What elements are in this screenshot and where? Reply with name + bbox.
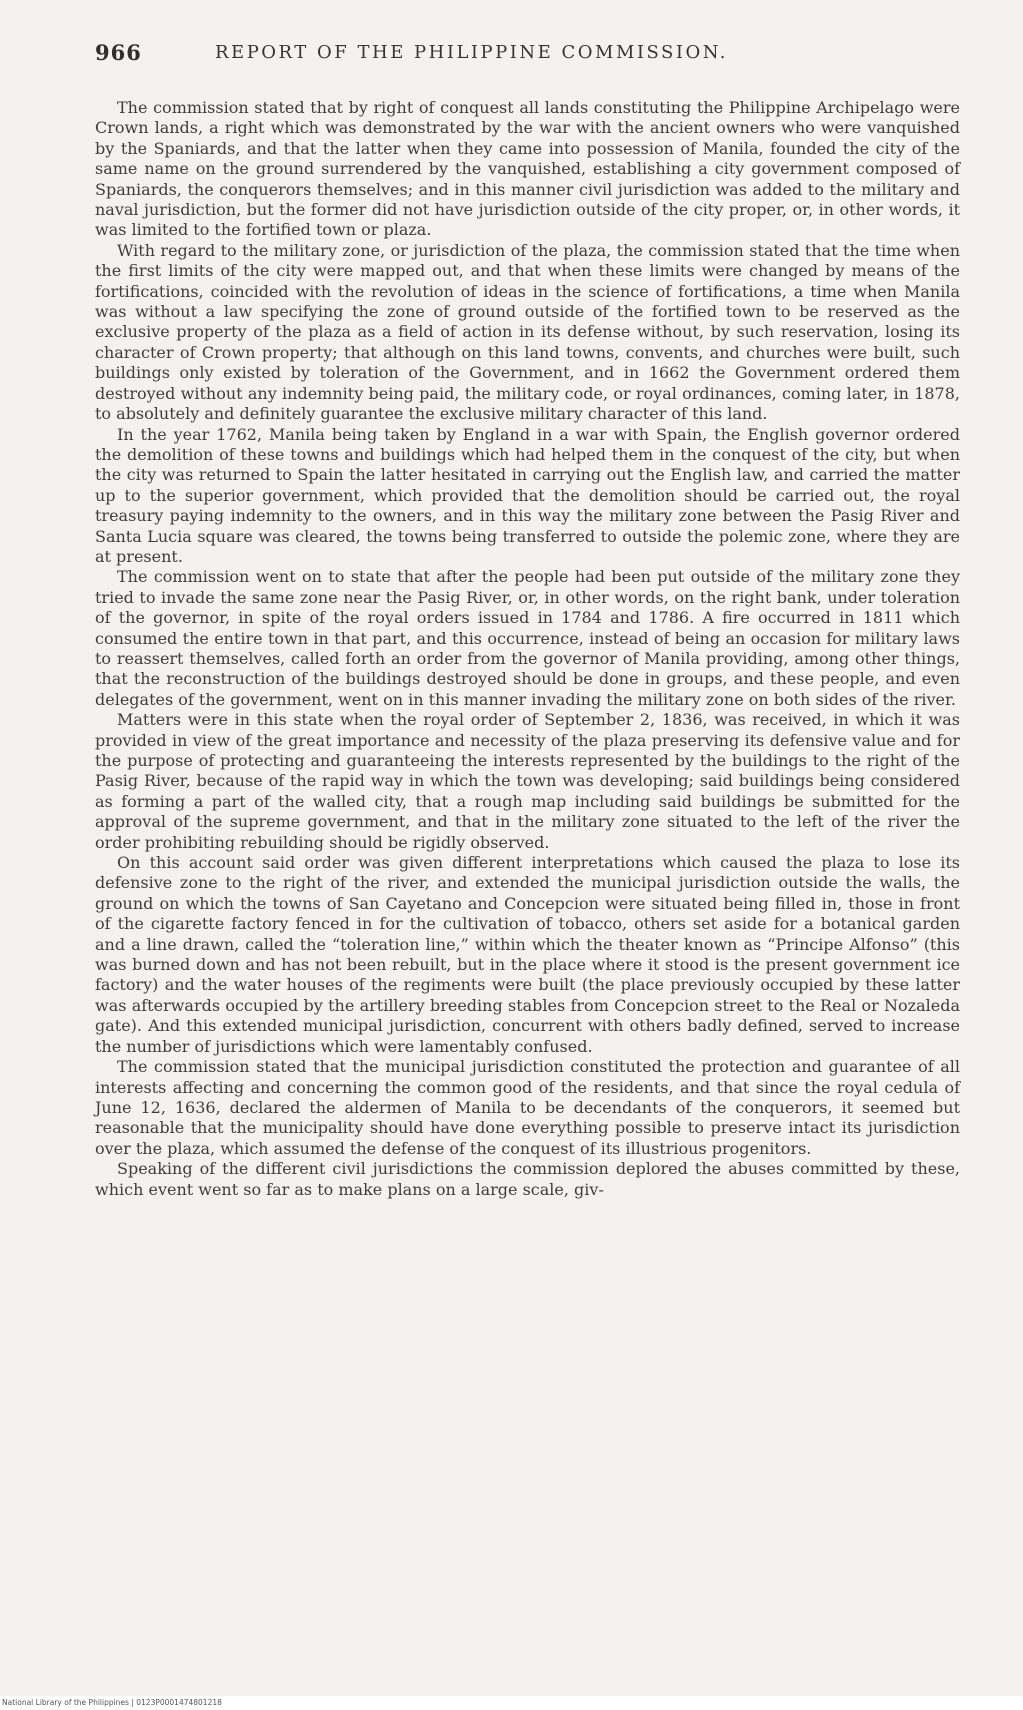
paragraph-1: The commission stated that by right of conquest all lands constituting the Philippine Archipelago were Crown lands, a right which was demonstrated by the war with the ancient owners who were vanquished by the Spaniards, and that the latter when they came into possession of Manila, founded the city of the same name on the ground surrendered by the vanquished, establishing a city government composed of Spaniards, the conquerors themselves; and in this manner civil jurisdiction was added to the military and naval jurisdiction, but the former did not have jurisdiction outside of the city proper, or, in other words, it was limited to the fortified town or plaza.	[95, 98, 960, 240]
paragraph-2: With regard to the military zone, or jurisdiction of the plaza, the commission stated that the time when the first limits of the city were mapped out, and that when these limits were changed by means of the fortifications, coincided with the revolution of ideas in the science of fortifications, a time when Manila was without a law specifying the zone of ground outside of the fortified town to be reserved as the exclusive property of the plaza as a field of action in its defense without, by such reservation, losing its character of Crown property; that although on this land towns, convents, and churches were built, such buildings only existed by toleration of the Government, and in 1662 the Government ordered them destroyed without any indemnity being paid, the military code, or royal ordinances, coming later, in 1878, to absolutely and definitely guarantee the exclusive military character of this land.	[95, 240, 960, 424]
page-number: 966	[95, 40, 142, 65]
paragraph-4: The commission went on to state that after the people had been put outside of the military zone they tried to invade the same zone near the Pasig River, or, in other words, on the right bank, under toleration of the governor, in spite of the royal orders issued in 1784 and 1786. A fire occurred in 1811 which consumed the entire town in that part, and this occurrence, instead of being an occasion for military laws to reassert themselves, called forth an order from the governor of Manila providing, among other things, that the reconstruction of the buildings destroyed should be done in groups, and these people, and even delegates of the government, went on in this manner invading the military zone on both sides of the river.	[95, 567, 960, 709]
page-header	[95, 40, 965, 72]
paragraph-7: The commission stated that the municipal jurisdiction constituted the protection and guarantee of all interests affecting and concerning the common good of the residents, and that since the royal cedula of June 12, 1636, declared the aldermen of Manila to be decendants of the conquerors, it seemed but reasonable that the municipality should have done everything possible to preserve intact its jurisdiction over the plaza, which assumed the defense of the conquest of its illustrious progenitors.	[95, 1057, 960, 1158]
library-credit: National Library of the Philippines | 0123P0001474801218	[2, 1698, 222, 1707]
body-text	[95, 98, 960, 1200]
paragraph-8: Speaking of the different civil jurisdictions the commission deplored the abuses committed by these, which event went so far as to make plans on a large scale, giv-	[95, 1159, 960, 1199]
paragraph-5: Matters were in this state when the royal order of September 2, 1836, was received, in which it was provided in view of the great importance and necessity of the plaza preserving its defensive value and for the purpose of protecting and guaranteeing the interests represented by the buildings to the right of the Pasig River, because of the rapid way in which the town was developing; said buildings being considered as forming a part of the walled city, that a rough map including said buildings be submitted for the approval of the supreme government, and that in the military zone situated to the left of the river the order prohibiting rebuilding should be rigidly observed.	[95, 710, 960, 852]
running-head: REPORT OF THE PHILIPPINE COMMISSION.	[215, 42, 729, 63]
paragraph-3: In the year 1762, Manila being taken by England in a war with Spain, the English governor ordered the demolition of these towns and buildings which had helped them in the conquest of the city, but when the city was returned to Spain the latter hesitated in carrying out the English law, and carried the matter up to the superior government, which provided that the demolition should be carried out, the royal treasury paying indemnity to the owners, and in this way the military zone between the Pasig River and Santa Lucia square was cleared, the towns being transferred to outside the polemic zone, where they are at present.	[95, 424, 960, 566]
paragraph-6: On this account said order was given different interpretations which caused the plaza to lose its defensive zone to the right of the river, and extended the municipal jurisdiction outside the walls, the ground on which the towns of San Cayetano and Concepcion were situated being filled in, those in front of the cigarette factory fenced in for the cultivation of tobacco, others set aside for a botanical garden and a line drawn, called the “toleration line,” within which the theater known as “Principe Alfonso” (this was burned down and has not been rebuilt, but in the place where it stood is the present government ice factory) and the water houses of the regiments were built (the place previously occupied by these latter was afterwards occupied by the artillery breeding stables from Concepcion street to the Real or Nozaleda gate). And this extended municipal jurisdiction, concurrent with others badly defined, served to increase the number of jurisdictions which were lamentably confused.	[95, 853, 960, 1056]
